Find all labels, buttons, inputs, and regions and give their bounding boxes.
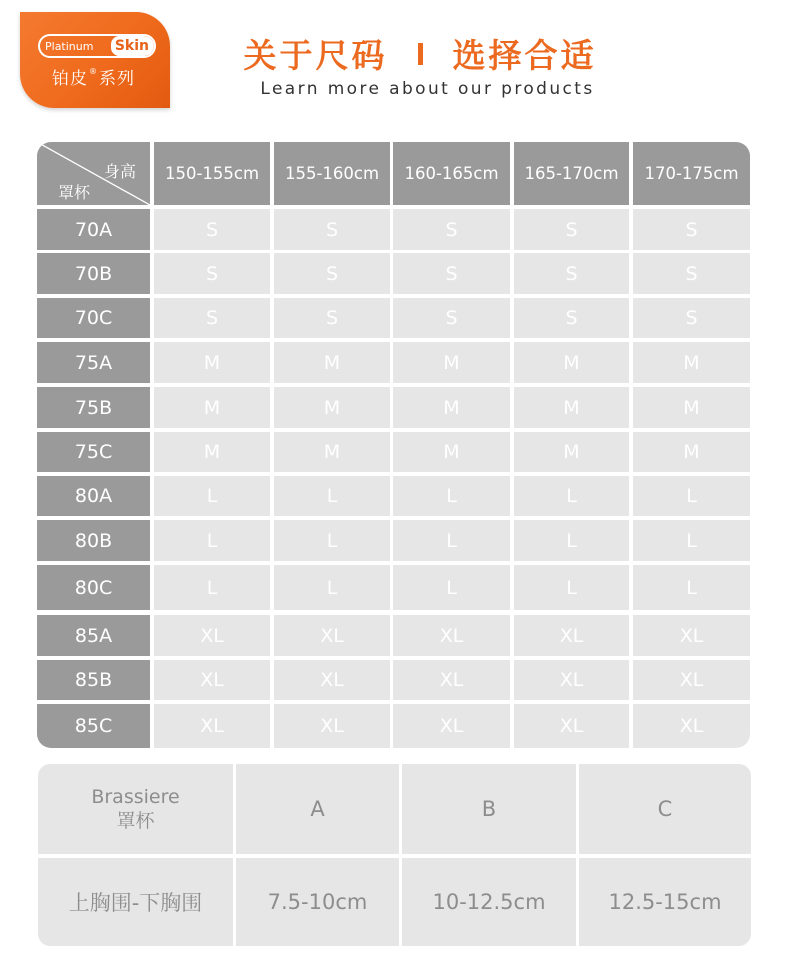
size-value-cell: XL [514,615,629,656]
title-divider [418,43,423,65]
size-value-cell: S [154,253,270,294]
title-right: 选择合适 [452,36,597,75]
height-column-header: 155-160cm [274,142,390,205]
cup-size-row-label: 80A [37,476,150,516]
size-value-cell: L [154,520,270,561]
size-value-cell: S [393,209,510,250]
size-value-cell: S [514,209,629,250]
size-value-cell: L [514,520,629,561]
size-value-cell: S [274,298,390,338]
size-value-cell: M [393,342,510,383]
cup-letter-cell: A [236,764,399,854]
brassiere-header-cell [38,764,233,854]
size-value-cell: M [393,432,510,472]
size-value-cell: M [514,432,629,472]
size-value-cell: M [154,432,270,472]
size-value-cell: L [393,476,510,516]
size-value-cell: S [393,298,510,338]
size-value-cell: M [274,387,390,428]
title-left: 关于尺码 [243,36,388,75]
page-title [200,30,640,77]
size-value-cell: S [514,298,629,338]
size-value-cell: S [514,253,629,294]
size-value-cell: L [274,565,390,610]
corner-header-cell [37,142,150,205]
size-value-cell: L [393,565,510,610]
size-chart-table [37,142,750,748]
size-value-cell: M [274,432,390,472]
size-value-cell: XL [393,660,510,700]
bust-difference-value-cell: 7.5-10cm [236,858,399,946]
size-value-cell: XL [154,615,270,656]
size-value-cell: XL [393,704,510,748]
size-value-cell: M [633,432,750,472]
size-value-cell: XL [154,660,270,700]
size-value-cell: L [274,520,390,561]
height-column-header: 160-165cm [393,142,510,205]
brand-skin-text: Skin [111,36,154,56]
size-value-cell: XL [633,660,750,700]
height-column-header: 150-155cm [154,142,270,205]
corner-cup-label: 罩杯 [58,183,91,202]
size-value-cell: L [154,565,270,610]
registered-mark: ® [89,67,98,76]
cup-size-row-label: 75A [37,342,150,383]
cup-size-row-label: 85B [37,660,150,700]
size-value-cell: XL [633,615,750,656]
size-value-cell: S [154,298,270,338]
bust-difference-label-cell: 上胸围-下胸围 [38,858,233,946]
size-value-cell: L [633,476,750,516]
size-value-cell: XL [514,660,629,700]
size-value-cell: M [633,342,750,383]
size-value-cell: XL [154,704,270,748]
height-column-header: 170-175cm [633,142,750,205]
brand-series-label [52,64,135,89]
corner-height-label: 身高 [103,162,136,181]
size-value-cell: XL [274,660,390,700]
cup-size-row-label: 70C [37,298,150,338]
size-value-cell: L [274,476,390,516]
size-value-cell: M [633,387,750,428]
size-value-cell: S [274,253,390,294]
size-value-cell: S [633,253,750,294]
size-value-cell: L [393,520,510,561]
brassiere-label-zh: 罩杯 [116,810,155,832]
size-value-cell: S [633,209,750,250]
cup-difference-table [38,764,751,946]
size-value-cell: M [154,387,270,428]
cup-size-row-label: 85C [37,704,150,748]
cup-size-row-label: 70A [37,209,150,250]
size-value-cell: S [393,253,510,294]
size-value-cell: XL [393,615,510,656]
cup-size-row-label: 80B [37,520,150,561]
size-value-cell: S [154,209,270,250]
bust-difference-value-cell: 10-12.5cm [402,858,576,946]
height-column-header: 165-170cm [514,142,629,205]
size-value-cell: M [274,342,390,383]
size-value-cell: XL [633,704,750,748]
size-value-cell: M [393,387,510,428]
size-value-cell: M [514,387,629,428]
bust-difference-value-cell: 12.5-15cm [579,858,751,946]
size-value-cell: XL [274,615,390,656]
size-value-cell: S [633,298,750,338]
cup-size-row-label: 70B [37,253,150,294]
size-value-cell: L [154,476,270,516]
page-subtitle: Learn more about our products [260,79,595,99]
brand-platinum-text: Platinum [45,39,94,53]
size-value-cell: L [514,565,629,610]
cup-size-row-label: 75B [37,387,150,428]
cup-size-row-label: 80C [37,565,150,610]
cup-size-row-label: 75C [37,432,150,472]
size-value-cell: XL [514,704,629,748]
size-value-cell: M [154,342,270,383]
brand-series-name: 铂皮 [52,69,88,89]
size-value-cell: L [633,520,750,561]
size-value-cell: M [514,342,629,383]
cup-size-row-label: 85A [37,615,150,656]
size-value-cell: L [514,476,629,516]
brand-badge [20,12,170,108]
size-value-cell: L [633,565,750,610]
cup-letter-cell: C [579,764,751,854]
brand-logo-pill [38,34,156,58]
cup-letter-cell: B [402,764,576,854]
size-value-cell: XL [274,704,390,748]
brassiere-label-en: Brassiere [91,786,180,808]
size-value-cell: S [274,209,390,250]
brand-series-suffix: 系列 [99,69,135,89]
